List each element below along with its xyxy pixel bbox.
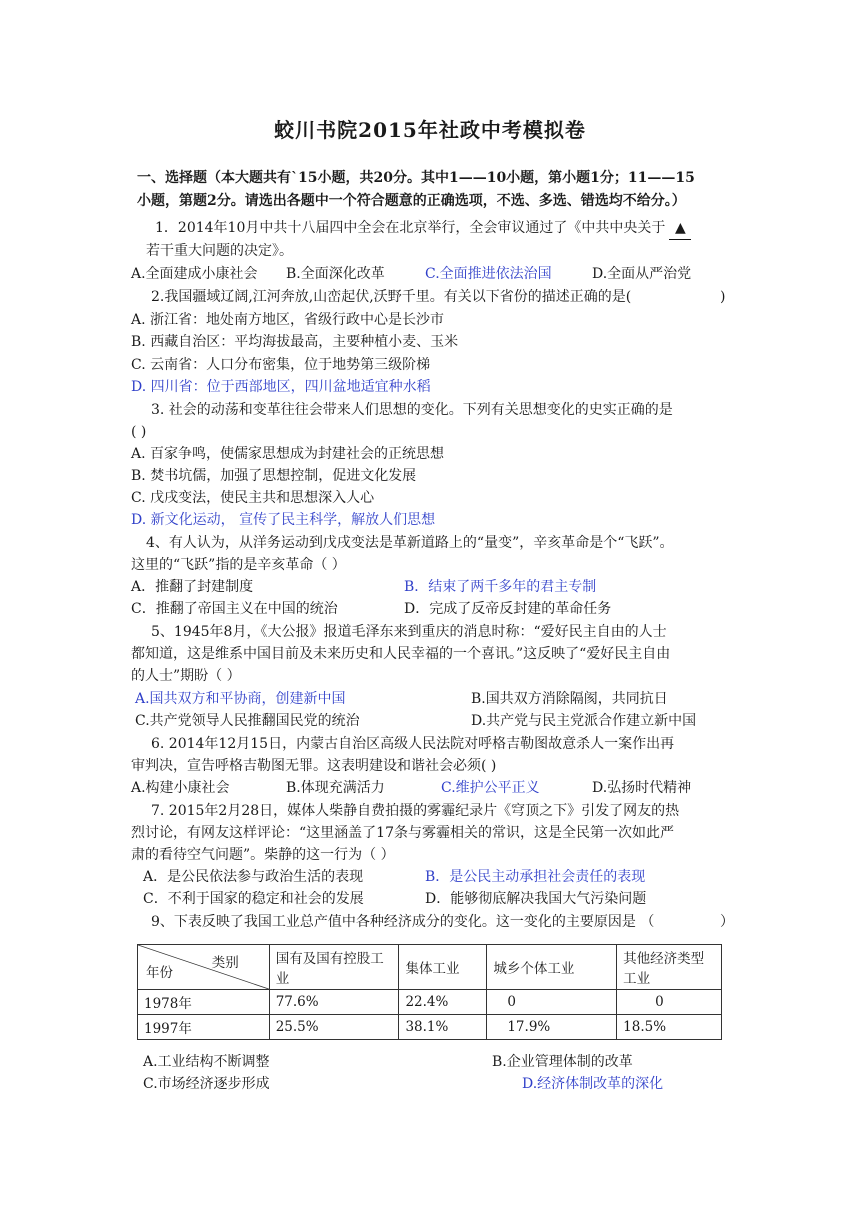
q9-option-a: A.工业结构不断调整 [143, 1054, 270, 1070]
q2-option-d: D. 四川省：位于西部地区，四川盆地适宜种水稻 [131, 379, 431, 395]
q9-stem: 9、下表反映了我国工业总产值中各种经济成分的变化。这一变化的主要原因是 （ [151, 914, 655, 930]
q5-stem-line2: 都知道，这是维系中国目前及未来历史和人民幸福的一个喜讯。”这反映了“爱好民主自由 [131, 646, 671, 662]
q5-option-c: C.共产党领导人民推翻国民党的统治 [135, 713, 360, 729]
q6-option-a: A.构建小康社会 [131, 780, 230, 796]
q5-option-a: A.国共双方和平协商，创建新中国 [135, 691, 346, 707]
q5-option-b: B.国共双方消除隔阂，共同抗日 [471, 691, 668, 707]
table-corner-cell [138, 945, 270, 990]
q7-stem-line2: 烈讨论，有网友这样评论：“这里涵盖了17条与雾霾相关的常识，这是全民第一次如此严 [131, 825, 674, 841]
q9-option-d: D.经济体制改革的深化 [522, 1076, 664, 1092]
q1-stem-text: 1．2014年10月中共十八届四中全会在北京举行，全会审议通过了《中共中央关于 [155, 220, 666, 236]
q1-stem-line2: 若干重大问题的决定》。 [146, 243, 293, 259]
q2-option-a: A. 浙江省：地处南方地区，省级行政中心是长沙市 [131, 312, 445, 328]
q5-option-d: D.共产党与民主党派合作建立新中国 [471, 713, 697, 729]
q1-option-a: A.全面建成小康社会 [131, 266, 258, 282]
table-row [138, 990, 722, 1015]
q3-paren: ( ) [131, 424, 147, 440]
q6-option-d: D.弘扬时代精神 [592, 780, 692, 796]
table-row [138, 1015, 722, 1040]
table-header-cell: 集体工业 [399, 945, 487, 990]
q7-option-d: D．能够彻底解决我国大气污染问题 [425, 891, 647, 907]
q6-option-b: B.体现充满活力 [286, 780, 385, 796]
table-header-row [138, 945, 722, 990]
q9-option-c: C.市场经济逐步形成 [143, 1076, 270, 1092]
q4-option-d: D．完成了反帝反封建的革命任务 [404, 601, 612, 617]
q4-option-c: C．推翻了帝国主义在中国的统治 [131, 601, 338, 617]
q3-stem: 3. 社会的动荡和变革往往会带来人们思想的变化。下列有关思想变化的史实正确的是 [151, 402, 673, 418]
q4-stem-line1: 4、有人认为，从洋务运动到戊戌变法是革新道路上的“量变”，辛亥革命是个“飞跃”。 [146, 535, 674, 551]
corner-label-category: 类别 [211, 955, 239, 971]
table-header-cell: 城乡个体工业 [487, 945, 617, 990]
q6-stem-line1: 6. 2014年12月15日，内蒙古自治区高级人民法院对呼格吉勒图故意杀人一案作出再 [151, 736, 675, 752]
q2-option-c: C. 云南省：人口分布密集，位于地势第三级阶梯 [131, 357, 431, 373]
q5-stem-line3: 的人士”期盼（ ） [131, 668, 241, 684]
table-cell: 18.5% [617, 1015, 722, 1040]
q4-stem-line2: 这里的“飞跃”指的是辛亥革命（ ） [131, 557, 346, 573]
table-header-cell: 国有及国有控股工业 [269, 945, 399, 990]
q1-option-b: B.全面深化改革 [286, 266, 385, 282]
q4-option-a: A．推翻了封建制度 [131, 579, 254, 595]
page-title: 蛟川书院2015年社政中考模拟卷 [274, 118, 586, 142]
q3-option-b: B. 焚书坑儒，加强了思想控制，促进文化发展 [131, 468, 417, 484]
q9-paren: ） [720, 914, 734, 930]
table-header-cell: 其他经济类型工业 [617, 945, 722, 990]
table-cell-year: 1997年 [138, 1015, 270, 1040]
table-cell: 17.9% [487, 1015, 617, 1040]
q1-blank: ▲ [669, 217, 691, 240]
q2-option-b: B. 西藏自治区：平均海拔最高，主要种植小麦、玉米 [131, 334, 459, 350]
q2-stem: 2.我国疆域辽阔,江河奔放,山峦起伏,沃野千里。有关以下省份的描述正确的是( [151, 289, 632, 305]
q9-data-table [137, 944, 722, 1040]
q7-stem-line1: 7. 2015年2月28日，媒体人柴静自费拍摄的雾霾纪录片《穹顶之下》引发了网友的热 [151, 803, 680, 819]
table-cell: 25.5% [269, 1015, 399, 1040]
q3-option-a: A. 百家争鸣，使儒家思想成为封建社会的正统思想 [131, 446, 445, 462]
table-cell: 38.1% [399, 1015, 487, 1040]
table-cell: 0 [617, 990, 722, 1015]
q1-option-d: D.全面从严治党 [592, 266, 692, 282]
q9-option-b: B.企业管理体制的改革 [492, 1054, 633, 1070]
q3-option-d: D. 新文化运动， 宣传了民主科学，解放人们思想 [131, 512, 436, 528]
table-cell: 0 [487, 990, 617, 1015]
q7-option-c: C．不利于国家的稳定和社会的发展 [143, 891, 364, 907]
corner-label-year: 年份 [146, 965, 173, 981]
section-heading-line1: 一、选择题（本大题共有`15小题，共20分。其中1——10小题，第小题1分；11——15 [137, 170, 695, 186]
q7-option-a: A．是公民依法参与政治生活的表现 [143, 869, 364, 885]
q2-paren: ) [720, 289, 726, 305]
q1-option-c: C.全面推进依法治国 [425, 266, 552, 282]
q4-option-b: B．结束了两千多年的君主专制 [404, 579, 597, 595]
q6-option-c: C.维护公平正义 [441, 780, 540, 796]
q1-stem-line1 [155, 217, 691, 240]
q5-stem-line1: 5、1945年8月，《大公报》报道毛泽东来到重庆的消息时称：“爱好民主自由的人士 [151, 624, 667, 640]
q7-option-b: B．是公民主动承担社会责任的表现 [425, 869, 646, 885]
table-cell: 77.6% [269, 990, 399, 1015]
table-cell: 22.4% [399, 990, 487, 1015]
table-cell-year: 1978年 [138, 990, 270, 1015]
q6-stem-line2: 审判决，宣告呼格吉勒图无罪。这表明建设和谐社会必须( ) [131, 758, 497, 774]
q3-option-c: C. 戊戌变法，使民主共和思想深入人心 [131, 490, 375, 506]
q7-stem-line3: 肃的看待空气问题”。柴静的这一行为（ ） [131, 847, 395, 863]
section-heading-line2: 小题，第题2分。请选出各题中一个符合题意的正确选项，不选、多选、错选均不给分。） [137, 193, 686, 209]
